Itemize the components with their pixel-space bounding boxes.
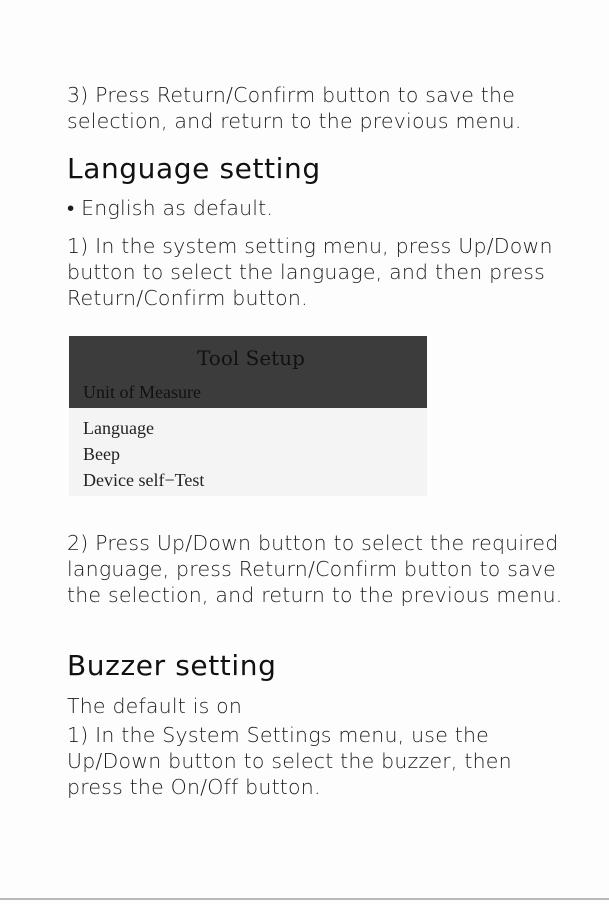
menu-body — [69, 408, 427, 496]
paragraph-line: language, press Return/Confirm button to save — [67, 557, 556, 581]
paragraph-line: 1) In the System Settings menu, use the — [67, 723, 489, 747]
language-step-1-paragraph — [67, 233, 553, 311]
language-setting-heading: Language setting — [67, 152, 321, 185]
paragraph-line: 1) In the system setting menu, press Up/Down — [67, 234, 553, 258]
menu-item-language: Language — [83, 418, 154, 438]
menu-item-selected: Unit of Measure — [83, 382, 201, 402]
paragraph-line: the selection, and return to the previous menu. — [67, 583, 563, 607]
buzzer-default-text: The default is on — [67, 694, 243, 718]
buzzer-step-1-paragraph — [67, 722, 512, 800]
paragraph-line: Up/Down button to select the buzzer, then — [67, 749, 512, 773]
paragraph-line: 2) Press Up/Down button to select the required — [67, 531, 559, 555]
menu-header — [69, 336, 427, 408]
page-bottom-divider — [0, 898, 609, 900]
buzzer-setting-heading: Buzzer setting — [67, 649, 277, 682]
paragraph-line: button to select the language, and then press — [67, 260, 546, 284]
paragraph-line: 3) Press Return/Confirm button to save the — [67, 83, 516, 107]
paragraph-line: selection, and return to the previous menu. — [67, 109, 522, 133]
tool-setup-menu-screenshot — [69, 336, 427, 496]
paragraph-line: Return/Confirm button. — [67, 286, 308, 310]
language-default-bullet: • English as default. — [67, 196, 274, 220]
step-3-save-paragraph — [67, 82, 522, 134]
paragraph-line: press the On/Off button. — [67, 775, 321, 799]
menu-item-beep: Beep — [83, 444, 120, 464]
menu-title: Tool Setup — [197, 346, 305, 370]
menu-item-device-self-test: Device self−Test — [83, 470, 205, 490]
language-step-2-paragraph — [67, 530, 563, 608]
